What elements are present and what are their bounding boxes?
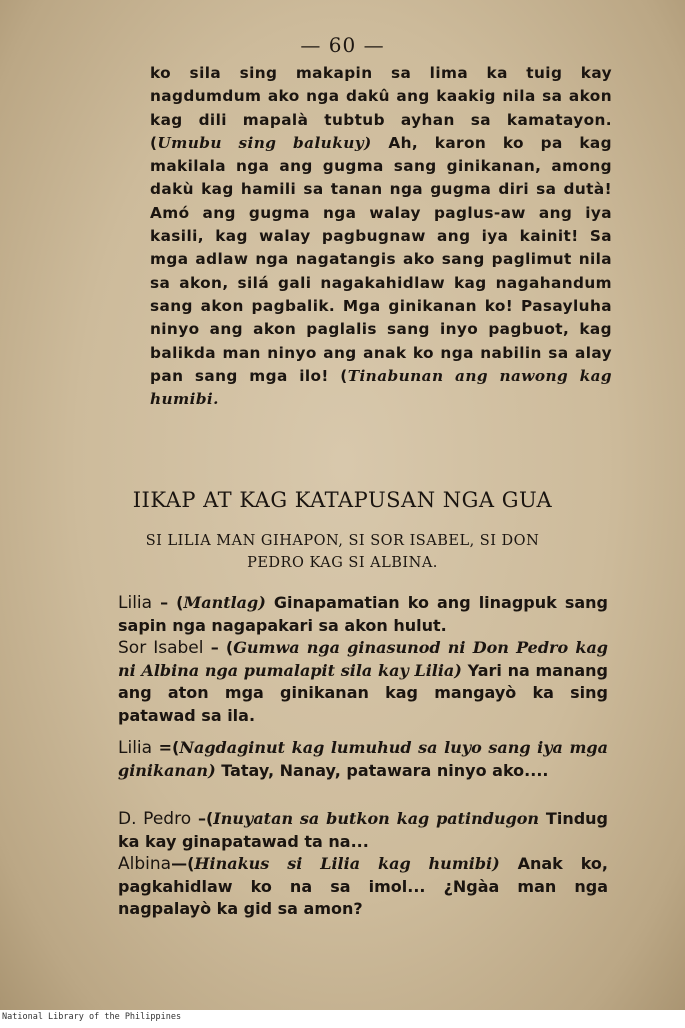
stage-direction: Tinabunan ang nawong kag humibi.: [150, 366, 612, 409]
line-text: Anak ko, pagkahidlaw ko na sa imol... ¿Ngàa man nga nagpalayò ka gid sa amon?: [118, 854, 609, 918]
separator: – (: [152, 593, 184, 612]
stage-direction: Umubu sing balukuy): [157, 133, 372, 152]
cast-list: PEDRO KAG SI ALBINA.: [247, 555, 438, 571]
stage-direction: Hinakus si Lilia kag humibi): [194, 854, 500, 873]
dialogue-line: [118, 808, 608, 853]
monologue-text: Ah, karon ko pa kag makilala nga ang gugma sang ginikanan, among dakù kag hamili sa tanan nga gugma diri sa dutà! Amó ang gugma nga walay paglus-aw ang iya kasili, kag walay pagbugnaw ang iya kainit! Sa mga adlaw nga nagatangis ako sang paglimut nila sa akon, silá gali nagakahidlaw kag nagahandum sang akon pagbalik. Mga ginikanan ko! Pasayluha ninyo ang akon paglalis sang inyo pagbuot, kag balikda man ninyo ang anak ko nga nabilin sa alay pan sang mga ilo! (: [150, 133, 612, 385]
monologue-text: ko sila sing makapin sa lima ka tuig kay nagdumdum ako nga dakû ang kaakig nila sa akon kag dili mapalà tubtub ayhan sa kamatayon. (: [150, 64, 612, 152]
credit-footer: [0, 1010, 685, 1028]
separator: =(: [152, 738, 180, 757]
line-text: Tatay, Nanay, patawara ninyo ako....: [215, 760, 549, 780]
line-text: Yari na manang ang aton mga ginikanan kag mangayò ka sing patawad sa ila.: [118, 660, 609, 725]
dialogue-line: [118, 637, 608, 727]
speaker-name: Lilia: [118, 593, 153, 613]
dialogue-line: [118, 853, 608, 921]
cast-list: SI LILIA MAN GIHAPON, SI SOR ISABEL, SI DON: [145, 533, 540, 549]
stage-direction: Mantlag): [183, 593, 266, 612]
dialogue-line: [118, 592, 608, 637]
separator: –(: [191, 809, 214, 828]
speaker-name: Albina: [118, 854, 172, 874]
line-text: Ginapamatian ko ang linagpuk sang sapin nga nagapakari sa akon hulut.: [118, 593, 609, 635]
line-text: Tindug ka kay ginapatawad ta na...: [118, 809, 608, 851]
page-number: — 60 —: [300, 33, 385, 57]
stage-direction: Inuyatan sa butkon kag patindugon: [213, 809, 540, 828]
scene-title: IIKAP AT KAG KATAPUSAN NGA GUA: [132, 488, 553, 512]
speaker-name: Sor Isabel: [118, 638, 204, 658]
speaker-name: D. Pedro: [118, 809, 192, 829]
stage-direction: Gumwa nga ginasunod ni Don Pedro kag ni Albina nga pumalapit sila kay Lilia): [118, 638, 608, 680]
footer-credit: National Library of the Philippines: [2, 1012, 182, 1022]
separator: – (: [203, 638, 234, 657]
separator: —(: [171, 854, 195, 873]
dialogue-line: [118, 737, 608, 782]
closing-monologue: [150, 62, 612, 411]
speaker-name: Lilia: [118, 738, 153, 758]
stage-direction: Nagdaginut kag lumuhud sa luyo sang iya mga ginikanan): [118, 738, 608, 780]
